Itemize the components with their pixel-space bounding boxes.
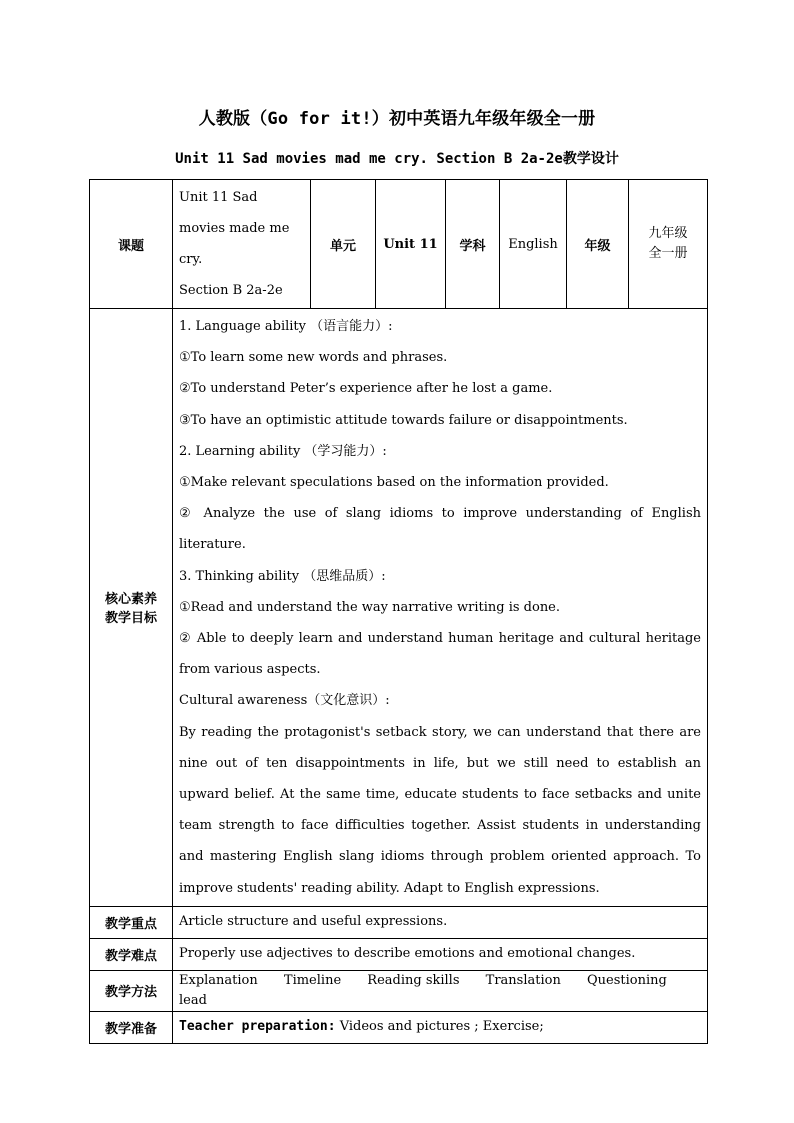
lesson-plan-table	[89, 179, 708, 1044]
unit-label: 单元	[311, 180, 376, 309]
goal-line: ③To have an optimistic attitude towards failure or disappointments.	[179, 412, 628, 428]
grade-value-line: 九年级	[648, 226, 688, 241]
topic-line: Section B 2a-2e	[179, 283, 283, 298]
topic-label: 课题	[90, 180, 173, 309]
goal-line: ①Read and understand the way narrative writing is done.	[179, 599, 561, 615]
method-item: Timeline	[283, 972, 342, 988]
key-points-row	[90, 906, 708, 938]
document-subtitle: Unit 11 Sad movies mad me cry. Section B 2a-2e教学设计	[175, 151, 619, 167]
topic-value	[173, 180, 311, 309]
goals-label-line: 教学目标	[104, 611, 157, 627]
preparation-content	[173, 1011, 708, 1043]
header-row	[90, 180, 708, 309]
preparation-text: Videos and pictures ; Exercise;	[339, 1019, 544, 1035]
methods-row	[90, 970, 708, 1011]
method-item: Translation	[485, 972, 561, 988]
goals-content	[173, 309, 708, 907]
method-item: Questioning lead	[179, 972, 667, 1008]
key-points-label: 教学重点	[90, 906, 173, 938]
subject-label: 学科	[446, 180, 500, 309]
grade-value	[629, 180, 708, 309]
goal-line: By reading the protagonist's setback story, we can understand that there are nine out of ten disappointments in life, but we still need to establish an upward belief. At the same time, educate students to face setbacks and unite team strength to face difficulties together. Assist students in understanding and mastering English slang idioms through problem oriented approach. To improve students' reading ability. Adapt to English expressions.	[179, 724, 701, 896]
key-points-text: Article structure and useful expressions.	[173, 906, 708, 938]
goal-line: ② Analyze the use of slang idioms to improve understanding of English literature.	[179, 506, 701, 553]
difficulties-label: 教学难点	[90, 938, 173, 970]
methods-label: 教学方法	[90, 970, 173, 1011]
preparation-prefix: Teacher preparation:	[179, 1019, 336, 1035]
goal-line: 3. Thinking ability （思维品质）:	[179, 568, 386, 584]
topic-line: movies made me	[179, 221, 290, 236]
difficulties-row	[90, 938, 708, 970]
method-item: Explanation	[179, 972, 258, 988]
preparation-row	[90, 1011, 708, 1043]
goals-label-line: 核心素养	[104, 592, 157, 608]
goals-label	[90, 309, 173, 907]
document-title: 人教版（Go for it!）初中英语九年级年级全一册	[198, 109, 596, 129]
subject-value: English	[500, 180, 567, 309]
goal-line: ①Make relevant speculations based on the information provided.	[179, 475, 609, 491]
methods-list	[173, 970, 708, 1011]
goal-line: 2. Learning ability （学习能力）:	[179, 443, 387, 459]
unit-value: Unit 11	[376, 180, 446, 309]
preparation-label: 教学准备	[90, 1011, 173, 1043]
goal-line: ② Able to deeply learn and understand human heritage and cultural heritage from various aspects.	[179, 631, 701, 678]
goal-line: ①To learn some new words and phrases.	[179, 350, 448, 366]
grade-value-line: 全一册	[648, 246, 688, 261]
topic-line: Unit 11 Sad	[179, 190, 258, 205]
goal-line: 1. Language ability （语言能力）:	[179, 319, 393, 334]
method-item: Reading skills	[367, 972, 460, 988]
topic-line: cry.	[179, 252, 203, 267]
grade-label: 年级	[567, 180, 629, 309]
goal-line: ②To understand Peter’s experience after he lost a game.	[179, 381, 553, 397]
goal-line: Cultural awareness（文化意识）:	[179, 693, 390, 709]
goals-row	[90, 309, 708, 907]
difficulties-text: Properly use adjectives to describe emotions and emotional changes.	[173, 938, 708, 970]
